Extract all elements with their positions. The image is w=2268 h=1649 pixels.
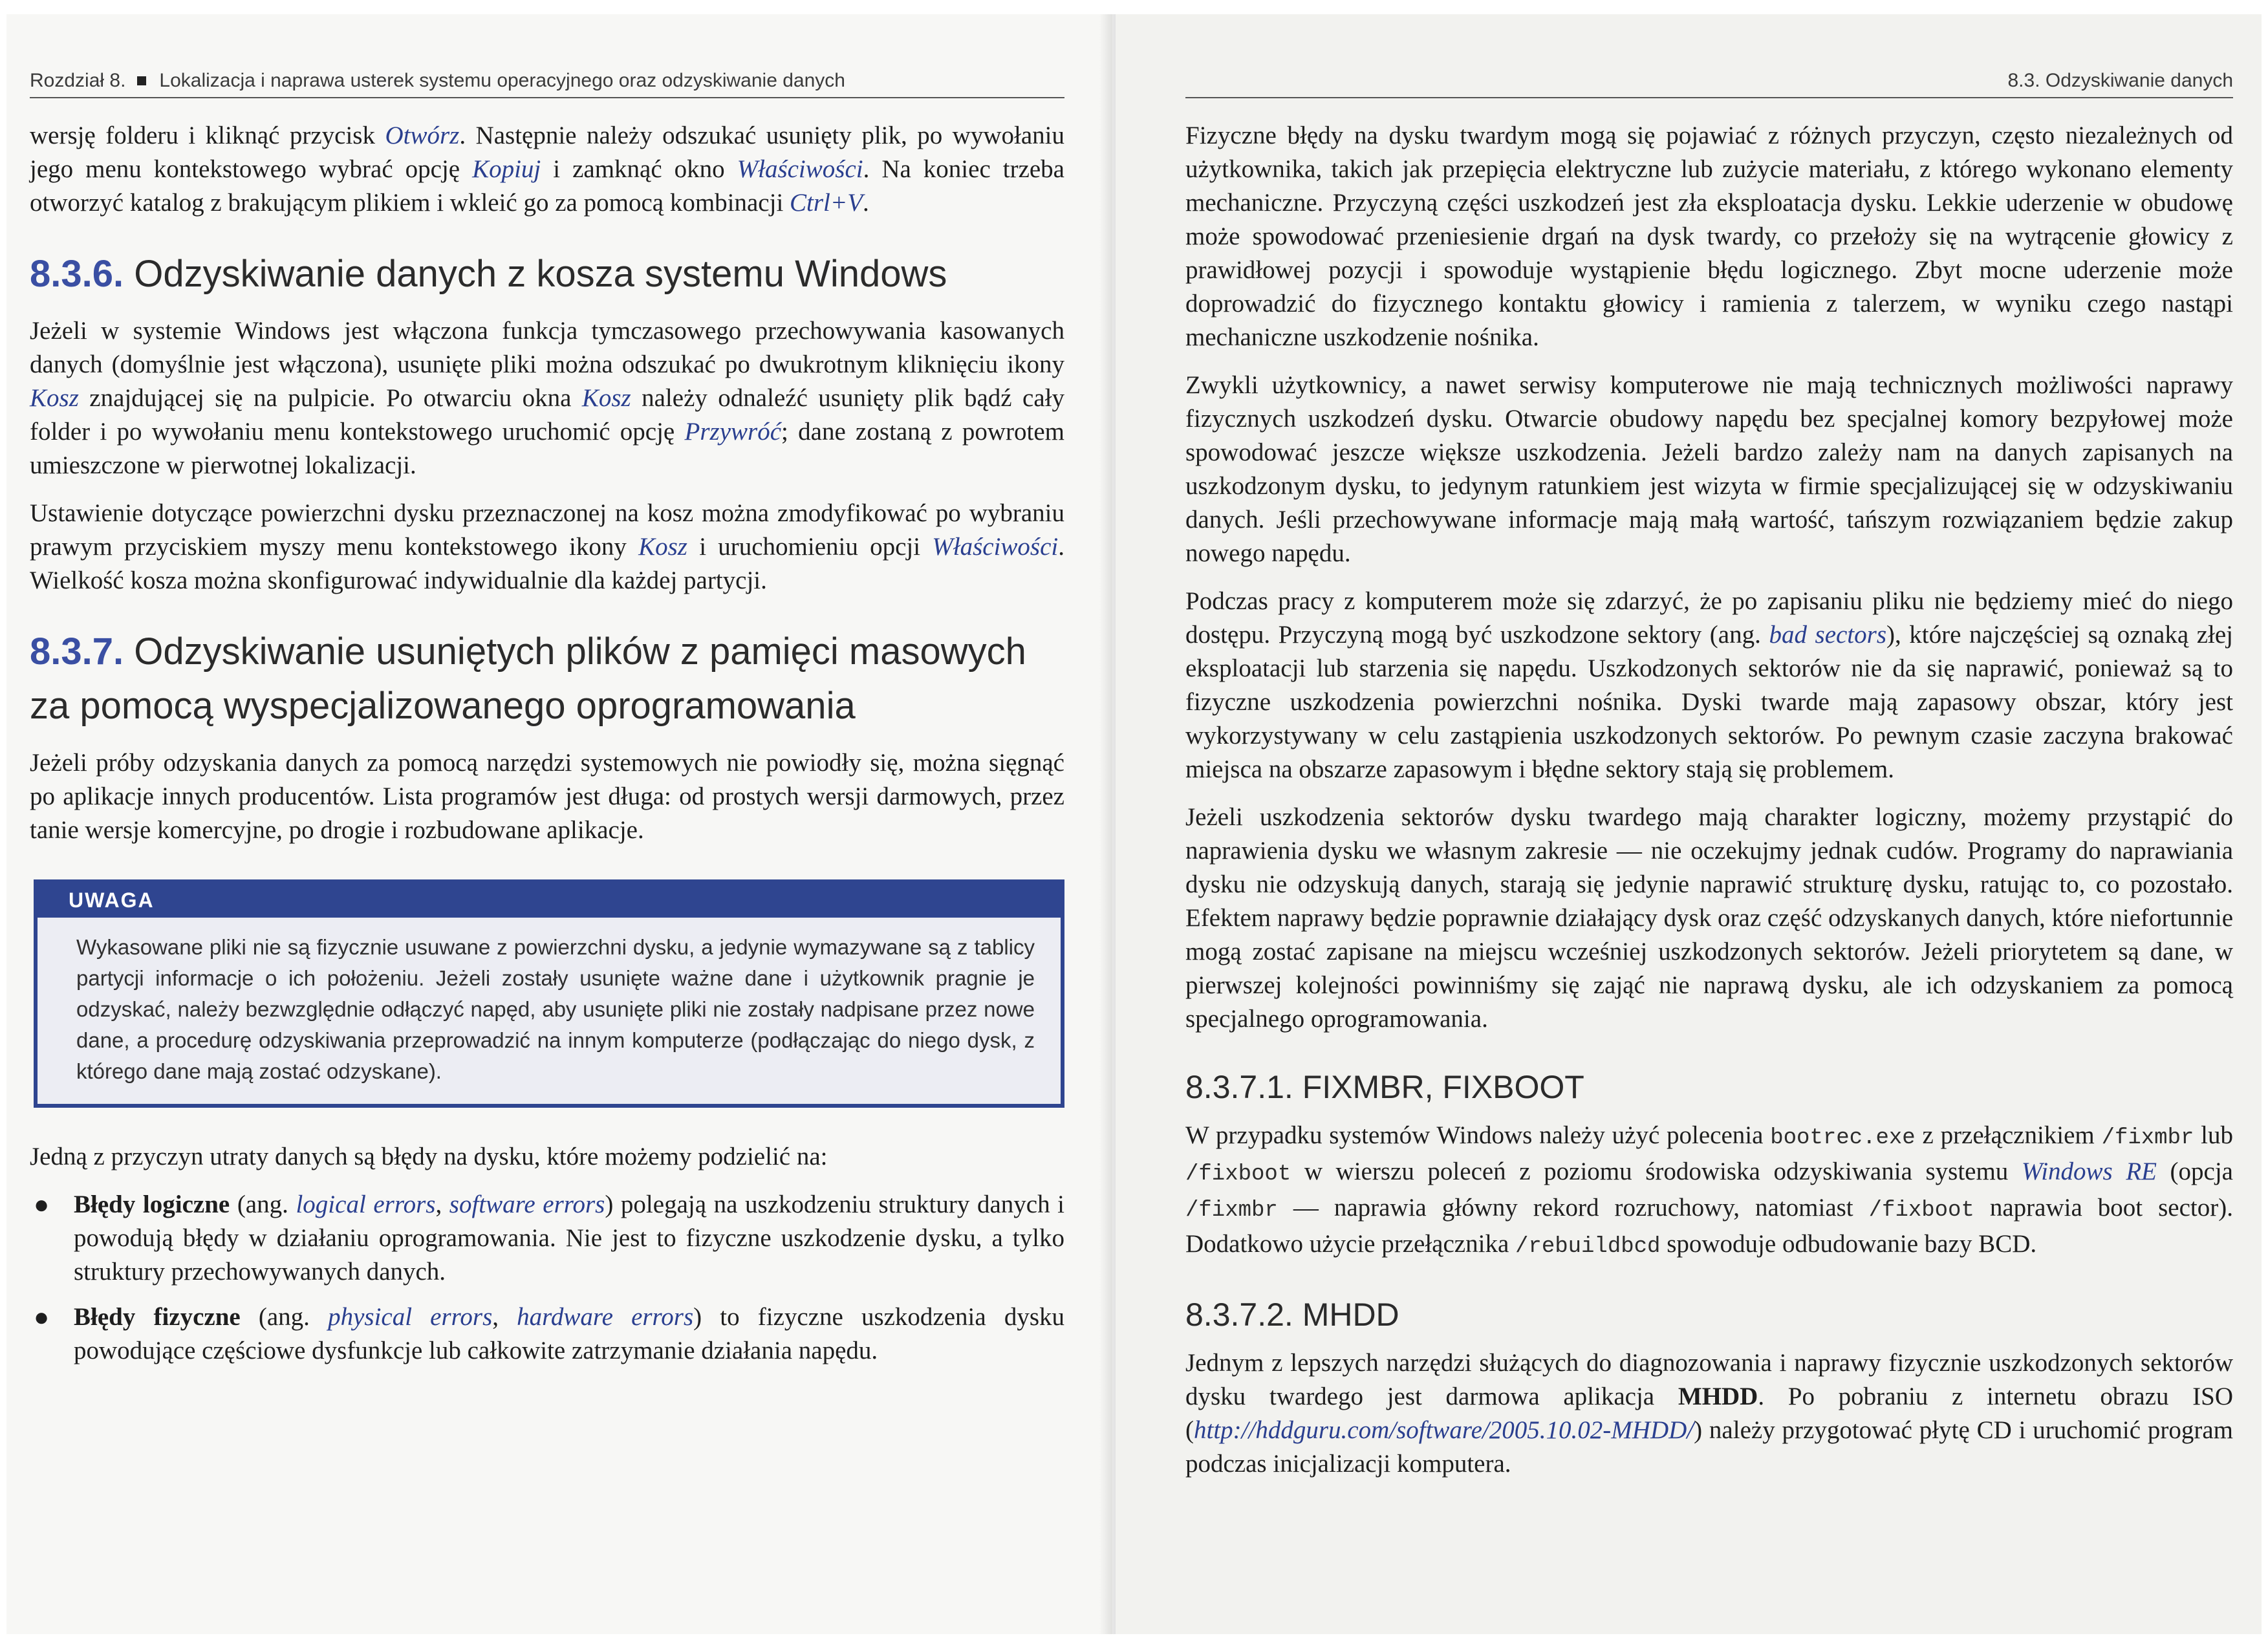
- text-run: . Po pobraniu z internetu obrazu ISO (: [1185, 1383, 2233, 1444]
- ui-term-wlasciwosci: Właściwości: [932, 533, 1059, 561]
- english-term: bad sectors: [1769, 621, 1886, 649]
- text-run: .: [863, 189, 869, 217]
- text-run: Jeżeli w systemie Windows jest włączona funkcja tymczasowego przechowywania kasowanych danych (domyślnie jest włączona), usunięte pliki można odszukać po dwukrotnym kliknięciu ikony: [30, 317, 1064, 378]
- text-run: znajdującej się na pulpicie. Po otwarciu okna: [78, 384, 582, 412]
- paragraph-kosz-1: [30, 314, 1064, 482]
- ui-term-windows-re: Windows RE: [2021, 1158, 2157, 1185]
- switch-fixboot: /fixboot: [1868, 1198, 1974, 1223]
- section-number: 8.3.7.: [30, 630, 124, 673]
- app-name-mhdd: MHDD: [1678, 1383, 1758, 1410]
- square-bullet-icon: [137, 76, 146, 85]
- command-bootrec: bootrec.exe: [1770, 1126, 1916, 1150]
- text-run: lub: [2194, 1121, 2234, 1149]
- bullet-icon: ●: [34, 1190, 50, 1219]
- term: Błędy fizyczne: [74, 1303, 241, 1331]
- text-run: i uruchomieniu opcji: [687, 533, 933, 561]
- ui-term-przywroc: Przywróć: [684, 418, 782, 446]
- english-term: software errors: [449, 1191, 605, 1218]
- left-running-head: [30, 14, 1064, 98]
- text-run: wersję folderu i kliknąć przycisk: [30, 122, 385, 149]
- paragraph-physical-causes: Fizyczne błędy na dysku twardym mogą się pojawiać z różnych przyczyn, często niezależnych od użytkownika, takich jak przepięcia elektryczne lub zużycie materiału, z którego wykonano elementy mechaniczne. Przyczyną części uszkodzeń jest zła eksploatacja dysku. Lekkie uderzenie w obudowę może spowodować przeniesienie drgań na dysk twardy, co przełoży się na wytrącenie głowicy z prawidłowej pozycji i spowoduje wystąpienie błędu logicznego. Zbyt mocne uderzenie może doprowadzić do fizycznego kontaktu głowicy i ramienia z talerzem, w wyniku czego nastąpi mechaniczne uszkodzenie nośnika.: [1185, 122, 2233, 351]
- switch-fixmbr: /fixmbr: [1185, 1198, 1278, 1223]
- text-run: . Następnie należy odszukać usunięty plik, po wywołaniu jego menu kontekstowego wybrać opcję: [30, 122, 1064, 183]
- intro-paragraph: [30, 119, 1064, 220]
- ui-term-kosz: Kosz: [581, 384, 631, 412]
- heading-8-3-7-1: 8.3.7.1. FIXMBR, FIXBOOT: [1185, 1069, 1584, 1105]
- paragraph-mhdd: [1185, 1346, 2233, 1481]
- text-run: — naprawia główny rekord rozruchowy, natomiast: [1277, 1194, 1869, 1222]
- text-run: (ang.: [240, 1303, 329, 1331]
- text-run: ; dane zostaną z powrotem umieszczone w pierwotnej lokalizacji.: [30, 418, 1064, 479]
- section-number: 8.3.6.: [30, 253, 124, 295]
- left-page: [6, 14, 1112, 1634]
- english-term: hardware errors: [517, 1303, 694, 1331]
- error-types-list: [30, 1188, 1064, 1368]
- note-label: UWAGA: [38, 883, 1061, 918]
- english-term: physical errors: [328, 1303, 493, 1331]
- section-title: Odzyskiwanie usuniętych plików z pamięci masowych za pomocą wyspecjalizowanego oprogramowania: [30, 630, 1026, 727]
- switch-fixmbr: /fixmbr: [2101, 1126, 2194, 1150]
- text-run: W przypadku systemów Windows należy użyć polecenia: [1185, 1121, 1771, 1149]
- text-run: (ang.: [230, 1191, 296, 1218]
- text-run: (opcja: [2156, 1158, 2233, 1185]
- section-title: Odzyskiwanie danych z kosza systemu Windows: [134, 253, 947, 295]
- ui-term-kosz: Kosz: [638, 533, 687, 561]
- text-run: Jednym z lepszych narzędzi służących do diagnozowania i naprawy fizycznie uszkodzonych sektorów dysku twardego jest darmowa aplikacja: [1185, 1349, 2233, 1410]
- text-run: ) polegają na uszkodzeniu struktury danych i powodują błędy w działaniu oprogramowania. Nie jest to fizyczne uszkodzenie dysku, a tylko struktury przechowywanych danych.: [74, 1191, 1065, 1286]
- paragraph-bad-sectors: [1185, 585, 2233, 786]
- left-page-content: [30, 14, 1064, 1379]
- heading-8-3-6: [30, 247, 1064, 301]
- list-item: [30, 1300, 1064, 1368]
- paragraph-repair-options: Zwykli użytkownicy, a nawet serwisy komputerowe nie mają technicznych możliwości naprawy fizycznych uszkodzeń dysku. Otwarcie obudowy napędu bez specjalnej komory bezpyłowej może spowodować jeszcze większe uszkodzenia. Jeżeli bardzo zależy nam na danych zapisanych na uszkodzonym dysku, to jedynym ratunkiem jest wizyta w firmie specjalizującej się w odzyskiwaniu danych. Jeśli przechowywane informacje mają małą wartość, tańszym rozwiązaniem będzie zakup nowego napędu.: [1185, 371, 2233, 567]
- right-page-content: [1185, 14, 2233, 1495]
- switch-rebuildbcd: /rebuildbcd: [1515, 1234, 1661, 1259]
- heading-8-3-7: [30, 625, 1064, 733]
- bullet-icon: ●: [34, 1302, 50, 1331]
- text-run: w wierszu poleceń z poziomu środowiska odzyskiwania systemu: [1291, 1158, 2022, 1185]
- text-run: Ustawienie dotyczące powierzchni dysku przeznaczonej na kosz można zmodyfikować po wybraniu prawym przyciskiem myszy menu kontekstowego ikony: [30, 499, 1064, 561]
- text-run: naprawia boot sector). Dodatkowo użycie przełącznika: [1185, 1194, 2233, 1258]
- note-box: [34, 879, 1064, 1108]
- chapter-label: Rozdział 8.: [30, 70, 126, 91]
- term: Błędy logiczne: [74, 1191, 230, 1218]
- text-run: spowoduje odbudowanie bazy BCD.: [1660, 1230, 2037, 1258]
- text-run: ) należy przygotować płytę CD i uruchomić program podczas inicjalizacji komputera.: [1185, 1416, 2233, 1478]
- text-run: . Wielkość kosza można skonfigurować indywidualnie dla każdej partycji.: [30, 533, 1064, 594]
- chapter-title: Lokalizacja i naprawa usterek systemu operacyjnego oraz odzyskiwanie danych: [159, 70, 845, 91]
- switch-fixboot: /fixboot: [1185, 1162, 1291, 1187]
- list-item: [30, 1188, 1064, 1289]
- note-text: Wykasowane pliki nie są fizycznie usuwane z powierzchni dysku, a jedynie wymazywane są z tablicy partycji informacje o ich położeniu. Jeżeli zostały usunięte ważne dane i użytkownik pragnie je odzyskać, należy bezwzględnie odłączyć napęd, aby usunięte pliki nie zostały nadpisane przez nowe dane, a procedurę odzyskiwania przeprowadzić na innym komputerze (podłączając do niego dysk, z którego dane mają zostać odzyskane).: [76, 935, 1035, 1083]
- text-run: ) to fizyczne uszkodzenia dysku powodujące częściowe dysfunkcje lub całkowite zatrzymanie działania napędu.: [74, 1303, 1065, 1364]
- right-page: [1116, 14, 2262, 1634]
- text-run: ,: [435, 1191, 449, 1218]
- text-run: i zamknąć okno: [541, 155, 737, 183]
- paragraph-kosz-2: [30, 497, 1064, 598]
- text-run: z przełącznikiem: [1915, 1121, 2102, 1149]
- text-run: ), które najczęściej są oznaką złej eksploatacji lub starzenia się napędu. Uszkodzonych sektorów nie da się naprawić, ponieważ są to fizyczne uszkodzenia powierzchni nośnika. Dyski twarde mają zapasowy obszar, który jest wykorzystywany w celu zastąpienia uszkodzonych sektorów. Po pewnym czasie zaczyna brakować miejsca na obszarze zapasowym i błędne sektory stają się problemem.: [1185, 621, 2233, 783]
- ui-term-kosz: Kosz: [30, 384, 79, 412]
- english-term: logical errors: [296, 1191, 436, 1218]
- text-run: ,: [492, 1303, 517, 1331]
- text-run: należy odnaleźć usunięty plik bądź cały folder i po wywołaniu menu kontekstowego uruchomić opcję: [30, 384, 1064, 446]
- text-run: Podczas pracy z komputerem może się zdarzyć, że po zapisaniu pliku nie będziemy mieć do niego dostępu. Przyczyną mogą być uszkodzone sektory (ang.: [1185, 587, 2233, 649]
- ui-term-ctrl-v: Ctrl+V: [790, 189, 863, 217]
- ui-term-wlasciwosci: Właściwości: [737, 155, 863, 183]
- paragraph-logical-repair: Jeżeli uszkodzenia sektorów dysku twardego mają charakter logiczny, możemy przystąpić do naprawienia dysku we własnym zakresie — nie oczekujmy jednak cudów. Programy do naprawiania dysku nie odzyskują danych, starają się jedynie naprawić strukturę dysku, ratując to, co pozostało. Efektem naprawy będzie poprawnie działający dysk oraz część odzyskanych danych, które niefortunnie mogą zostać zapisane na miejscu wcześniej uszkodzonych sektorów. Jeżeli priorytetem są dane, w pierwszej kolejności powinniśmy się zająć nie naprawą dysku, ale ich odzyskaniem za pomocą specjalnego oprogramowania.: [1185, 803, 2233, 1033]
- paragraph-fixmbr: [1185, 1119, 2233, 1264]
- mhdd-url: http://hddguru.com/software/2005.10.02-MHDD/: [1194, 1416, 1694, 1444]
- paragraph-software: Jeżeli próby odzyskania danych za pomocą narzędzi systemowych nie powiodły się, można sięgnąć po aplikacje innych producentów. Lista programów jest długa: od prostych wersji darmowych, przez tanie wersje komercyjne, po drogie i rozbudowane aplikacje.: [30, 749, 1064, 844]
- right-running-head: 8.3. Odzyskiwanie danych: [1185, 14, 2233, 98]
- ui-term-kopiuj: Kopiuj: [472, 155, 541, 183]
- text-run: . Na koniec trzeba otworzyć katalog z brakującym plikiem i wkleić go za pomocą kombinacji: [30, 155, 1064, 217]
- ui-term-otworz: Otwórz: [385, 122, 460, 149]
- paragraph-errors-intro: Jedną z przyczyn utraty danych są błędy na dysku, które możemy podzielić na:: [30, 1143, 828, 1170]
- heading-8-3-7-2: 8.3.7.2. MHDD: [1185, 1297, 1399, 1333]
